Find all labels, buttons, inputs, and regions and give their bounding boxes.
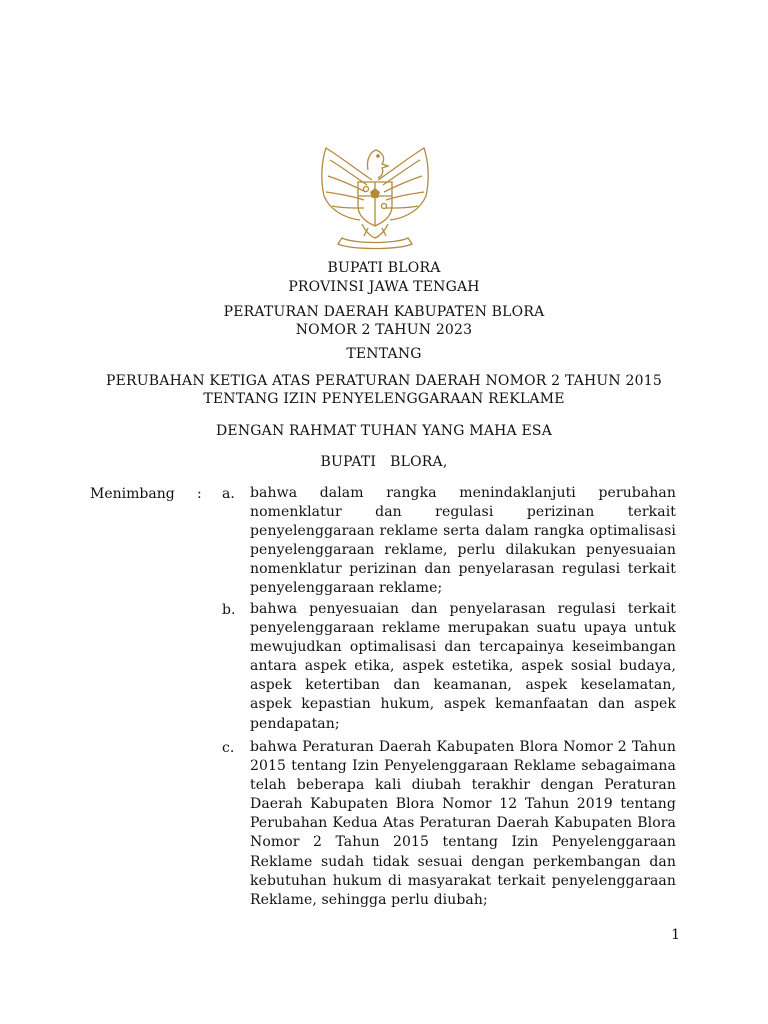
regent-title: BUPATI BLORA [327,260,441,276]
item-c-letter: c. [222,740,235,756]
regulation-title: PERATURAN DAERAH KABUPATEN BLORA [223,304,545,320]
considering-label: Menimbang [90,486,175,502]
considering-colon: : [197,486,202,502]
item-a-text: bahwa dalam rangka menindaklanjuti perubahan nomenklatur dan regulasi perizinan terkait penyelenggaraan reklame serta dalam rangka optimalisasi penyelenggaraan reklame, perlu dilakukan penyesuaian nomenklatur perizinan dan penyelarasan regulasi terkait penyelenggaraan reklame; [250,485,676,597]
province-title: PROVINSI JAWA TENGAH [288,279,480,295]
regent-signature-heading: BUPATI BLORA, [320,454,448,470]
page-number: 1 [671,927,680,943]
preamble-line: DENGAN RAHMAT TUHAN YANG MAHA ESA [215,423,553,439]
item-b-letter: b. [222,602,236,618]
about-heading: TENTANG [346,346,422,362]
garuda-emblem-icon [312,140,438,252]
subject-line-1: PERUBAHAN KETIGA ATAS PERATURAN DAERAH NOMOR 2 TAHUN 2015 [106,373,662,389]
item-a-letter: a. [222,486,235,502]
subject-line-2: TENTANG IZIN PENYELENGGARAAN REKLAME [203,391,565,407]
item-b-text: bahwa penyesuaian dan penyelarasan regulasi terkait penyelenggaraan reklame merupakan suatu upaya untuk mewujudkan optimalisasi dan tercapainya keseimbangan antara aspek etika, aspek estetika, aspek sosial budaya, aspek ketertiban dan keamanan, aspek keselamatan, aspek kepastian hukum, aspek kemanfaatan dan aspek pendapatan; [250,601,676,732]
regulation-number: NOMOR 2 TAHUN 2023 [295,322,473,338]
item-c-text: bahwa Peraturan Daerah Kabupaten Blora Nomor 2 Tahun 2015 tentang Izin Penyelenggaraan Reklame sebagaimana telah beberapa kali diubah terakhir dengan Peraturan Daerah Kabupaten Blora Nomor 12 Tahun 2019 tentang Perubahan Kedua Atas Peraturan Daerah Kabupaten Blora Nomor 2 Tahun 2015 tentang Izin Penyelenggaraan Reklame sudah tidak sesuai dengan perkembangan dan kebutuhan hukum di masyarakat terkait penyelenggaraan Reklame, sehingga perlu diubah; [250,739,676,908]
